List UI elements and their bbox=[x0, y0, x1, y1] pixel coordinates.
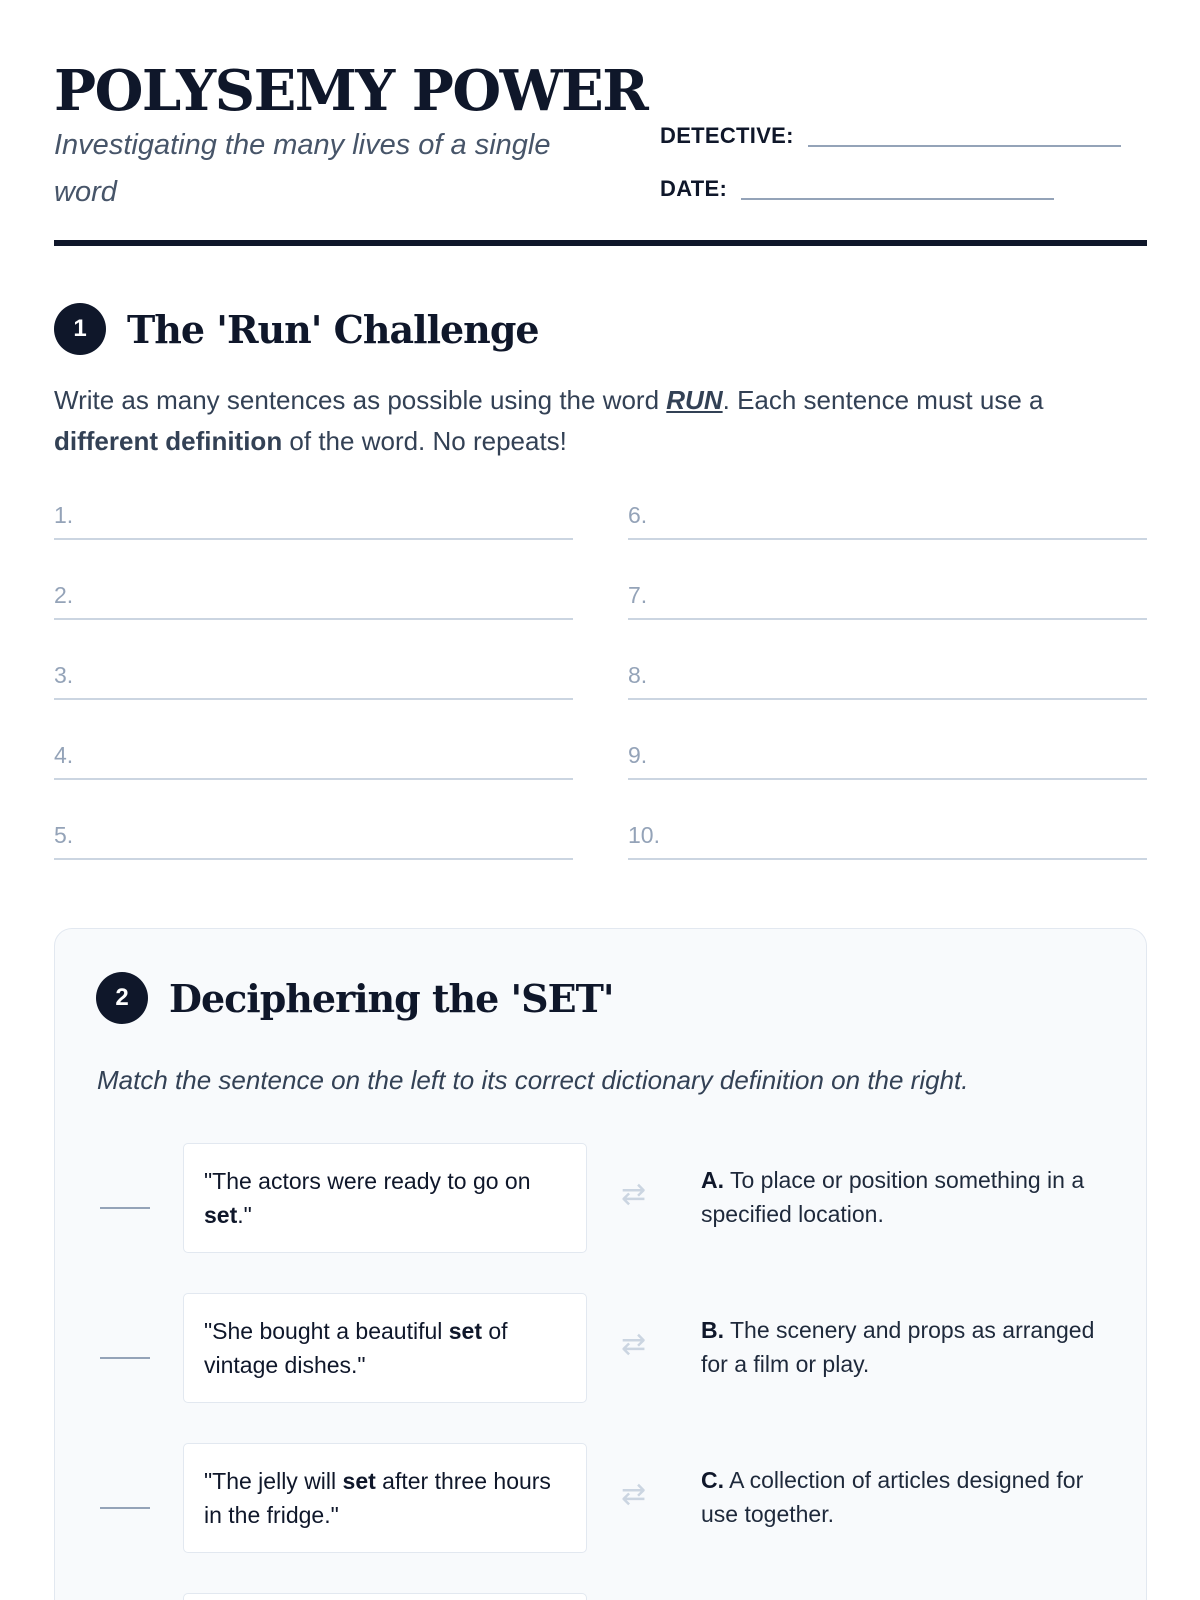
instructions-text-start: Write as many sentences as possible using the word bbox=[54, 385, 667, 415]
definition-item bbox=[701, 1313, 1121, 1381]
swap-arrows-icon: ⇄ bbox=[621, 1478, 647, 1511]
definition-letter: C. bbox=[701, 1467, 724, 1493]
sentence-card bbox=[183, 1293, 587, 1403]
instructions-text-end: of the word. No repeats! bbox=[282, 426, 567, 456]
section-1-instructions bbox=[54, 380, 1147, 462]
section-2-panel bbox=[54, 928, 1147, 1600]
section-2-title: Deciphering the 'SET' bbox=[169, 975, 614, 1021]
header-divider bbox=[54, 240, 1147, 246]
instructions-keyword: RUN bbox=[666, 385, 723, 415]
date-label: DATE: bbox=[660, 176, 728, 201]
sentence-text: of vintage dishes." bbox=[204, 1318, 508, 1378]
sentence-text: "The jelly will bbox=[204, 1468, 343, 1494]
instructions-text-middle: . Each sentence must use a bbox=[722, 385, 1044, 415]
match-row bbox=[55, 1143, 1148, 1253]
sentence-text: ." bbox=[237, 1202, 252, 1228]
definition-letter: A. bbox=[701, 1167, 724, 1193]
definition-text: A collection of articles designed for use together. bbox=[701, 1467, 1084, 1527]
sentence-text: after three hours in the fridge." bbox=[204, 1468, 551, 1528]
answer-lines bbox=[54, 488, 1147, 888]
match-row-partial bbox=[55, 1593, 1148, 1600]
answer-line-9[interactable]: 9. bbox=[628, 728, 1147, 780]
match-row bbox=[55, 1443, 1148, 1553]
match-row bbox=[55, 1293, 1148, 1403]
worksheet-title: POLYSEMY POWER bbox=[54, 58, 648, 124]
swap-arrows-icon: ⇄ bbox=[621, 1178, 647, 1211]
swap-arrows-icon: ⇄ bbox=[621, 1328, 647, 1361]
answer-line-10[interactable]: 10. bbox=[628, 808, 1147, 860]
detective-field bbox=[660, 123, 1121, 149]
date-field bbox=[660, 176, 1054, 202]
definition-item bbox=[701, 1163, 1121, 1231]
detective-blank-line[interactable] bbox=[808, 145, 1121, 147]
answer-line-2[interactable]: 2. bbox=[54, 568, 573, 620]
answer-line-8[interactable]: 8. bbox=[628, 648, 1147, 700]
sentence-text: "The actors were ready to go on bbox=[204, 1168, 531, 1194]
sentence-keyword: set bbox=[342, 1468, 376, 1494]
sentence-text: "She bought a beautiful bbox=[204, 1318, 449, 1344]
answer-line-7[interactable]: 7. bbox=[628, 568, 1147, 620]
worksheet-subtitle: Investigating the many lives of a single word bbox=[54, 129, 551, 208]
date-blank-line[interactable] bbox=[741, 198, 1054, 200]
definition-text: The scenery and props as arranged for a film or play. bbox=[701, 1317, 1095, 1377]
definition-letter: B. bbox=[701, 1317, 724, 1343]
answer-line-5[interactable]: 5. bbox=[54, 808, 573, 860]
match-answer-blank[interactable] bbox=[100, 1207, 150, 1209]
section-1-title: The 'Run' Challenge bbox=[127, 306, 539, 352]
instructions-emphasis: different definition bbox=[54, 426, 283, 456]
sentence-keyword: set bbox=[204, 1202, 238, 1228]
definition-item bbox=[701, 1463, 1121, 1531]
sentence-keyword: set bbox=[448, 1318, 482, 1344]
answer-line-1[interactable]: 1. bbox=[54, 488, 573, 540]
sentence-card bbox=[183, 1593, 587, 1600]
definition-text: To place or position something in a specified location. bbox=[701, 1167, 1085, 1227]
section-2-instructions: Match the sentence on the left to its correct dictionary definition on the right. bbox=[97, 1065, 969, 1095]
sentence-card bbox=[183, 1443, 587, 1553]
section-1-header bbox=[54, 303, 539, 355]
section-1-number-badge: 1 bbox=[54, 303, 106, 355]
match-answer-blank[interactable] bbox=[100, 1507, 150, 1509]
detective-label: DETECTIVE: bbox=[660, 123, 794, 148]
section-2-number-badge: 2 bbox=[96, 972, 148, 1024]
match-answer-blank[interactable] bbox=[100, 1357, 150, 1359]
answer-line-6[interactable]: 6. bbox=[628, 488, 1147, 540]
sentence-card bbox=[183, 1143, 587, 1253]
answer-line-3[interactable]: 3. bbox=[54, 648, 573, 700]
worksheet-page bbox=[54, 0, 1147, 1600]
section-2-header bbox=[96, 972, 614, 1024]
answer-line-4[interactable]: 4. bbox=[54, 728, 573, 780]
